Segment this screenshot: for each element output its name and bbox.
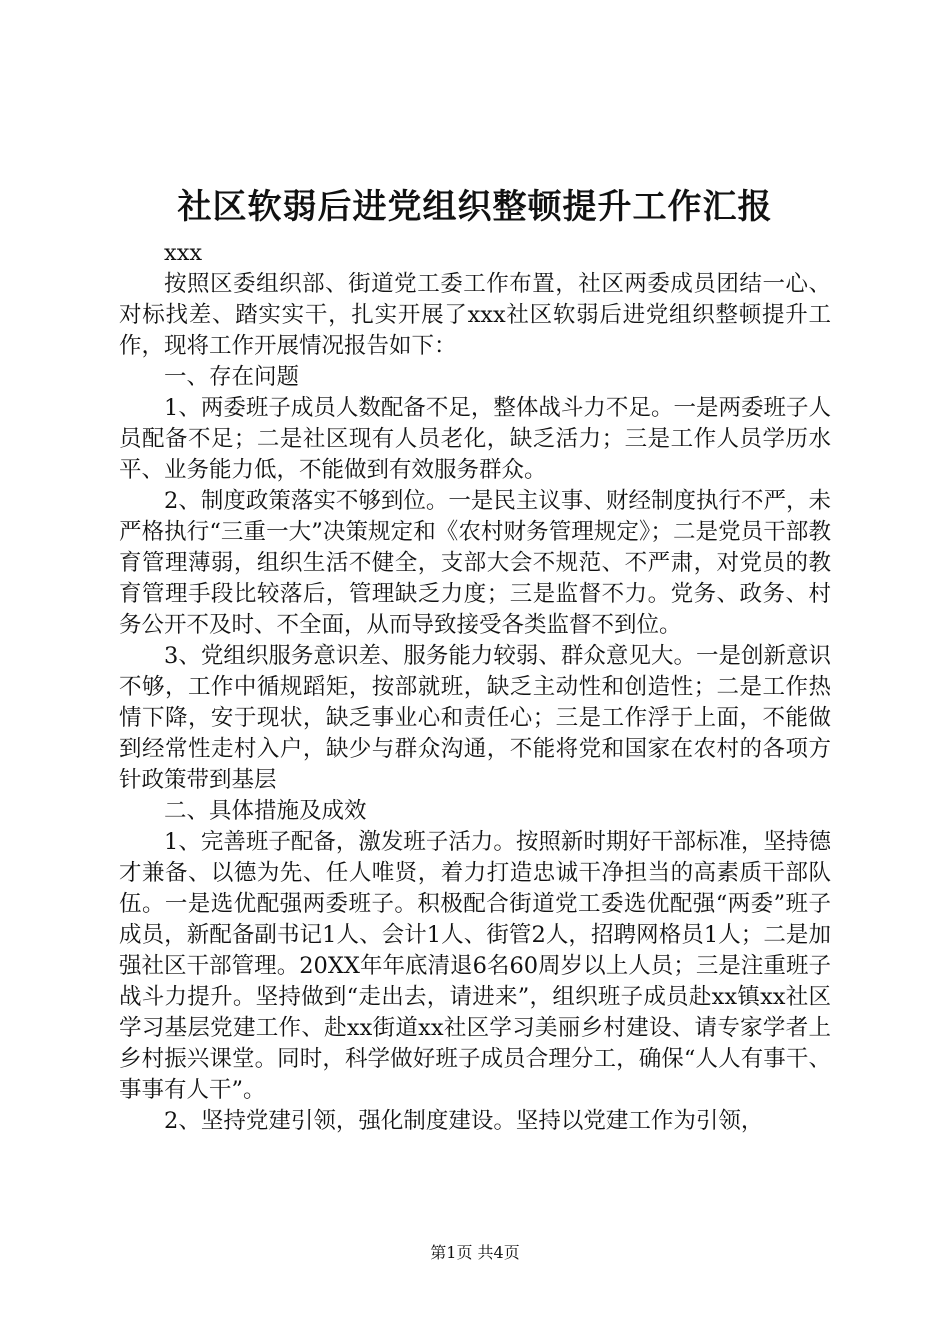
page-footer: 第1页 共4页 [430, 1243, 520, 1262]
section-heading-measures: 二、具体措施及成效 [164, 798, 367, 824]
paragraph-problem-3: 3、党组织服务意识差、服务能力较弱、群众意见大。一是创新意识不够，工作中循规蹈矩，按部就班，缺乏主动性和创造性；二是工作热情下降，安于现状，缺乏事业心和责任心；三是工作浮于上面，不能做到经常性走村入户，缺少与群众沟通，不能将党和国家在农村的各项方针政策带到基层 [119, 643, 831, 793]
paragraph-intro: 按照区委组织部、街道党工委工作布置，社区两委成员团结一心、对标找差、踏实实干，扎实开展了xxx社区软弱后进党组织整顿提升工作，现将工作开展情况报告如下： [119, 271, 831, 359]
paragraph-problem-2: 2、制度政策落实不够到位。一是民主议事、财经制度执行不严，未严格执行“三重一大”决策规定和《农村财务管理规定》；二是党员干部教育管理薄弱，组织生活不健全，支部大会不规范、不严肃，对党员的教育管理手段比较落后，管理缺乏力度；三是监督不力。党务、政务、村务公开不及时、不全面，从而导致接受各类监督不到位。 [119, 488, 831, 638]
paragraph-measure-1: 1、完善班子配备，激发班子活力。按照新时期好干部标准，坚持德才兼备、以德为先、任人唯贤，着力打造忠诚干净担当的高素质干部队伍。一是选优配强两委班子。积极配合街道党工委选优配强“两委”班子成员，新配备副书记1人、会计1人、街管2人，招聘网格员1人；二是加强社区干部管理。20XX年年底清退6名60周岁以上人员；三是注重班子战斗力提升。坚持做到“走出去，请进来”，组织班子成员赴xx镇xx社区学习基层党建工作、赴xx街道xx社区学习美丽乡村建设、请专家学者上乡村振兴课堂。同时，科学做好班子成员合理分工，确保“人人有事干、事事有人干”。 [119, 829, 831, 1103]
author-line: xxx [164, 240, 203, 266]
document-title: 社区软弱后进党组织整顿提升工作汇报 [177, 187, 773, 227]
paragraph-measure-2: 2、坚持党建引领，强化制度建设。坚持以党建工作为引领， [164, 1108, 764, 1134]
section-heading-problems: 一、存在问题 [164, 364, 300, 390]
document-body [119, 238, 831, 1137]
paragraph-problem-1: 1、两委班子成员人数配备不足，整体战斗力不足。一是两委班子人员配备不足；二是社区现有人员老化，缺乏活力；三是工作人员学历水平、业务能力低，不能做到有效服务群众。 [119, 395, 831, 483]
